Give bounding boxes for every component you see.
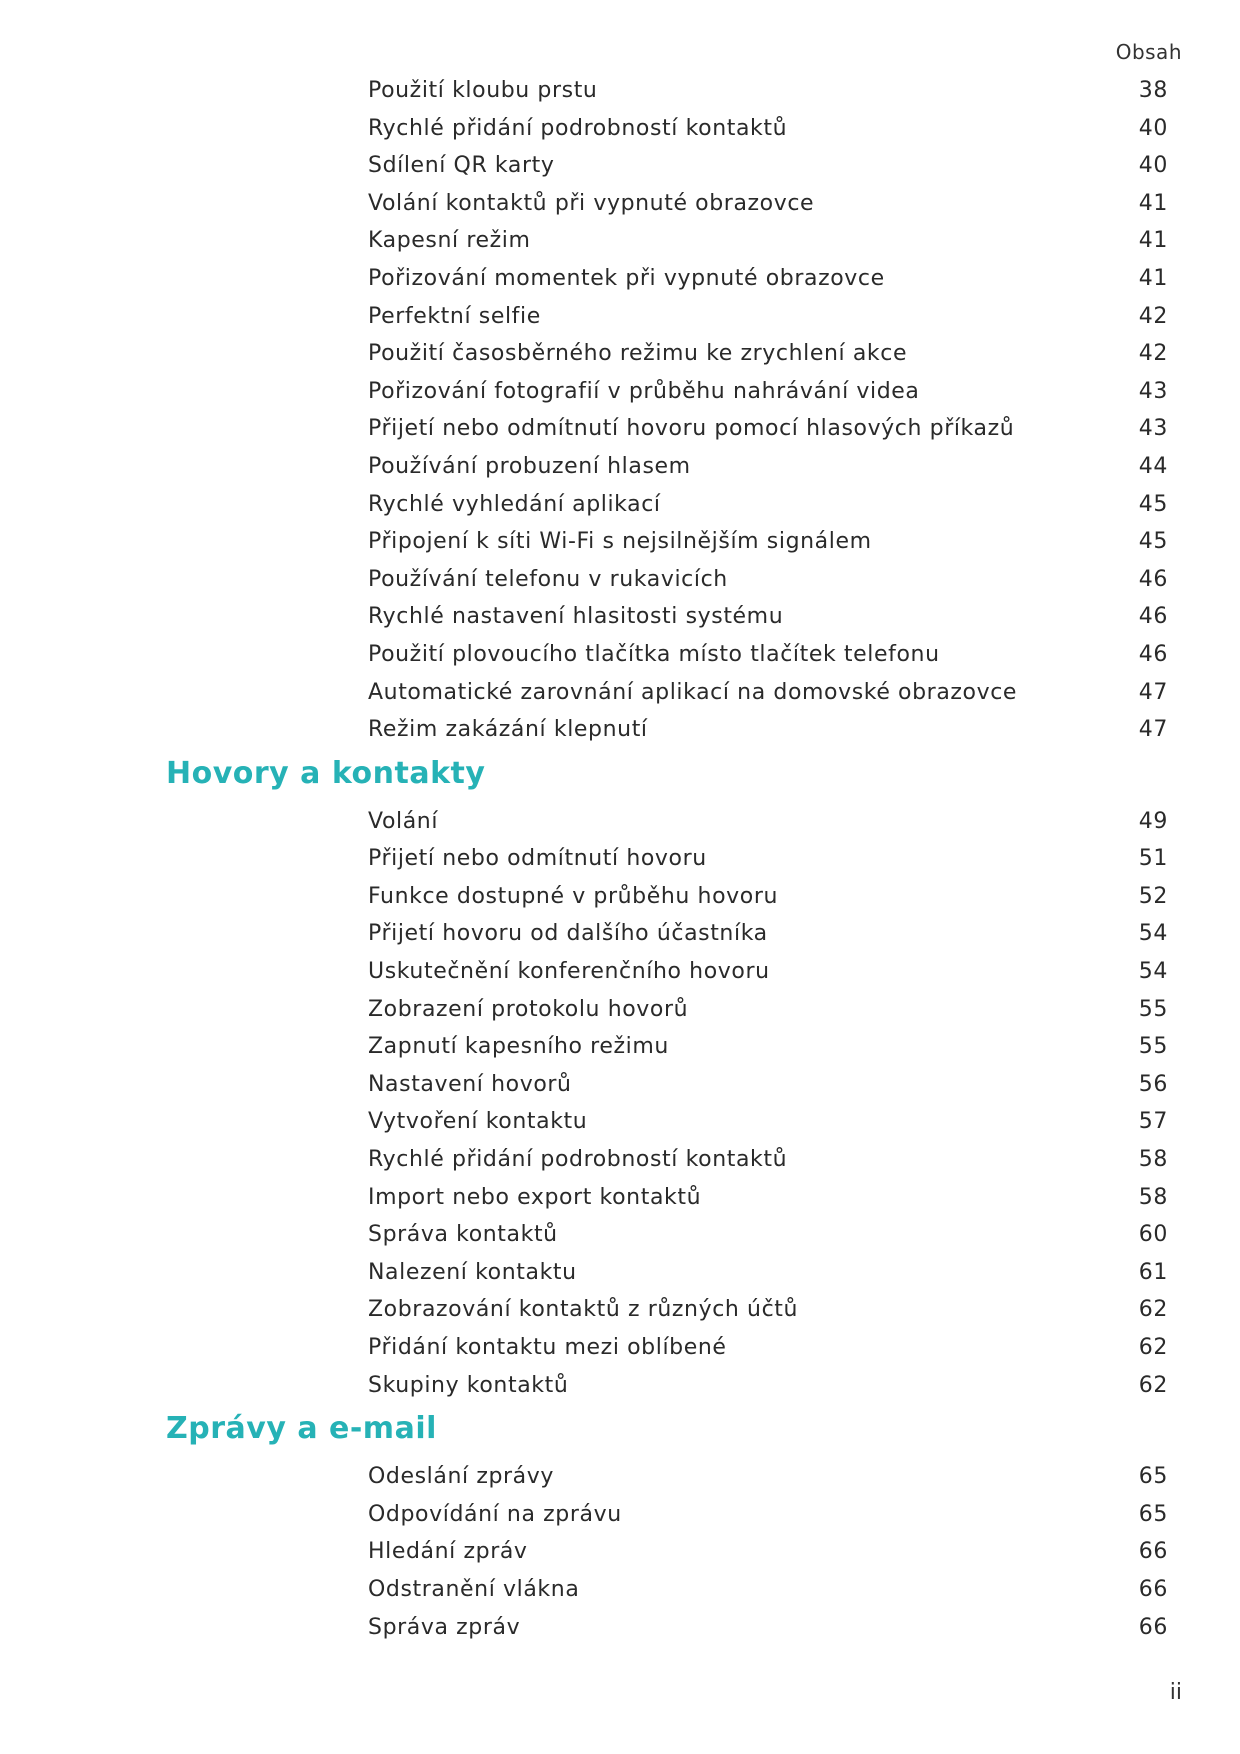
- toc-entry-title: Import nebo export kontaktů: [368, 1184, 702, 1210]
- toc-entry[interactable]: [0, 561, 1240, 599]
- toc-entry-page: 45: [1138, 491, 1168, 517]
- toc-entry[interactable]: [0, 803, 1240, 841]
- page-number: ii: [1169, 1680, 1182, 1705]
- toc-entry-title: Rychlé přidání podrobností kontaktů: [368, 115, 788, 141]
- toc-entry-page: 46: [1138, 566, 1168, 592]
- toc-entry-page: 41: [1138, 265, 1168, 291]
- toc-entry-title: Nalezení kontaktu: [368, 1259, 577, 1285]
- toc-entry-title: Sdílení QR karty: [368, 153, 555, 179]
- toc-entry-page: 49: [1138, 808, 1168, 834]
- toc-entry-title: Uskutečnění konferenčního hovoru: [368, 959, 770, 985]
- toc-entry-title: Hledání zpráv: [368, 1539, 528, 1565]
- toc-entry[interactable]: [0, 72, 1240, 110]
- toc-entry-title: Režim zakázání klepnutí: [368, 717, 648, 743]
- toc-entry-title: Volání: [368, 808, 439, 834]
- toc-entry[interactable]: [0, 1179, 1240, 1217]
- toc-entry[interactable]: [0, 1533, 1240, 1571]
- toc-entry-page: 47: [1138, 717, 1168, 743]
- toc-entry-page: 65: [1138, 1501, 1168, 1527]
- toc-entry-page: 46: [1138, 604, 1168, 630]
- toc-entry[interactable]: [0, 373, 1240, 411]
- section-heading: Zprávy a e-mail: [166, 1411, 437, 1447]
- toc-entry-title: Používání telefonu v rukavicích: [368, 566, 728, 592]
- table-of-contents: [0, 72, 1240, 1646]
- toc-entry-title: Automatické zarovnání aplikací na domovské obrazovce: [368, 679, 1018, 705]
- toc-entry-title: Použití časosběrného režimu ke zrychlení akce: [368, 341, 908, 367]
- toc-entry-title: Pořizování fotografií v průběhu nahrávání videa: [368, 378, 920, 404]
- toc-entry[interactable]: [0, 1141, 1240, 1179]
- toc-entry-page: 54: [1138, 959, 1168, 985]
- toc-entry-title: Kapesní režim: [368, 228, 531, 254]
- toc-entry-page: 38: [1138, 78, 1168, 103]
- toc-entry-title: Odpovídání na zprávu: [368, 1501, 622, 1527]
- toc-entry[interactable]: [0, 1028, 1240, 1066]
- toc-entry-title: Přijetí nebo odmítnutí hovoru: [368, 846, 707, 872]
- running-header: Obsah: [1115, 40, 1182, 64]
- toc-entry[interactable]: [0, 1254, 1240, 1292]
- toc-entry-title: Volání kontaktů při vypnuté obrazovce: [368, 190, 815, 216]
- toc-entry[interactable]: [0, 1609, 1240, 1647]
- toc-entry-title: Skupiny kontaktů: [368, 1372, 569, 1398]
- toc-entry-title: Zapnutí kapesního režimu: [368, 1034, 669, 1060]
- toc-entry[interactable]: [0, 953, 1240, 991]
- toc-entry[interactable]: [0, 335, 1240, 373]
- toc-entry-title: Odeslání zprávy: [368, 1464, 554, 1490]
- toc-entry-page: 43: [1138, 416, 1168, 442]
- toc-entry[interactable]: [0, 711, 1240, 749]
- toc-entry-page: 40: [1138, 115, 1168, 141]
- toc-entry[interactable]: [0, 1066, 1240, 1104]
- toc-entry[interactable]: [0, 991, 1240, 1029]
- toc-entry-page: 55: [1138, 996, 1168, 1022]
- toc-entry-title: Správa kontaktů: [368, 1222, 558, 1248]
- toc-entry[interactable]: [0, 110, 1240, 148]
- toc-entry[interactable]: [0, 260, 1240, 298]
- toc-entry-page: 46: [1138, 641, 1168, 667]
- toc-entry[interactable]: [0, 1291, 1240, 1329]
- toc-entry-page: 44: [1138, 453, 1168, 479]
- toc-entry-title: Použití kloubu prstu: [368, 78, 598, 103]
- toc-entry-title: Nastavení hovorů: [368, 1071, 572, 1097]
- toc-entry[interactable]: [0, 598, 1240, 636]
- toc-entry-page: 47: [1138, 679, 1168, 705]
- toc-entry[interactable]: [0, 915, 1240, 953]
- toc-entry[interactable]: [0, 1367, 1240, 1405]
- toc-entry-page: 62: [1138, 1335, 1168, 1360]
- toc-entry-page: 54: [1138, 921, 1168, 947]
- toc-entry-page: 66: [1138, 1614, 1168, 1640]
- toc-entry-page: 45: [1138, 529, 1168, 555]
- toc-entry-title: Přijetí hovoru od dalšího účastníka: [368, 921, 768, 947]
- toc-entry-page: 52: [1138, 883, 1168, 909]
- toc-entry-page: 58: [1138, 1147, 1168, 1173]
- toc-entry[interactable]: [0, 1496, 1240, 1534]
- toc-entry-page: 62: [1138, 1297, 1168, 1323]
- toc-entry[interactable]: [0, 1571, 1240, 1609]
- toc-entry-page: 41: [1138, 228, 1168, 254]
- toc-entry-page: 57: [1138, 1109, 1168, 1135]
- toc-entry-page: 62: [1138, 1372, 1168, 1398]
- toc-entry-title: Rychlé vyhledání aplikací: [368, 491, 661, 517]
- toc-entry-title: Přijetí nebo odmítnutí hovoru pomocí hlasových příkazů: [368, 416, 1015, 442]
- toc-entry[interactable]: [0, 147, 1240, 185]
- toc-entry-page: 43: [1138, 378, 1168, 404]
- toc-entry-title: Přidání kontaktu mezi oblíbené: [368, 1335, 727, 1360]
- toc-entry[interactable]: [0, 878, 1240, 916]
- toc-entry-page: 56: [1138, 1071, 1168, 1097]
- section-heading: Hovory a kontakty: [166, 755, 486, 791]
- toc-entry-page: 66: [1138, 1576, 1168, 1602]
- toc-entry-title: Použití plovoucího tlačítka místo tlačítek telefonu: [368, 641, 940, 667]
- toc-entry-title: Zobrazování kontaktů z různých účtů: [368, 1297, 799, 1323]
- toc-entry[interactable]: [0, 523, 1240, 561]
- toc-entry-title: Perfektní selfie: [368, 303, 541, 329]
- toc-entry[interactable]: [0, 1329, 1240, 1367]
- toc-entry[interactable]: [0, 410, 1240, 448]
- toc-entry-title: Rychlé přidání podrobností kontaktů: [368, 1147, 788, 1173]
- toc-entry[interactable]: [0, 486, 1240, 524]
- toc-entry[interactable]: [0, 298, 1240, 336]
- toc-entry[interactable]: [0, 674, 1240, 712]
- toc-entry-page: 65: [1138, 1464, 1168, 1490]
- toc-entry-page: 41: [1138, 190, 1168, 216]
- toc-entry[interactable]: [0, 636, 1240, 674]
- toc-entry-page: 42: [1138, 341, 1168, 367]
- toc-entry-title: Pořizování momentek při vypnuté obrazovce: [368, 265, 885, 291]
- toc-entry[interactable]: [0, 840, 1240, 878]
- toc-entry-title: Vytvoření kontaktu: [368, 1109, 588, 1135]
- toc-entry[interactable]: [0, 1216, 1240, 1254]
- toc-entry-page: 40: [1138, 153, 1168, 179]
- toc-entry-title: Rychlé nastavení hlasitosti systému: [368, 604, 784, 630]
- toc-entry[interactable]: [0, 185, 1240, 223]
- toc-entry-page: 51: [1138, 846, 1168, 872]
- toc-entry-page: 55: [1138, 1034, 1168, 1060]
- toc-entry-page: 61: [1138, 1259, 1168, 1285]
- toc-entry-title: Odstranění vlákna: [368, 1576, 580, 1602]
- toc-entry-title: Zobrazení protokolu hovorů: [368, 996, 689, 1022]
- toc-entry-title: Připojení k síti Wi-Fi s nejsilnějším signálem: [368, 529, 872, 555]
- toc-entry[interactable]: [0, 222, 1240, 260]
- toc-entry[interactable]: [0, 1458, 1240, 1496]
- toc-entry-page: 42: [1138, 303, 1168, 329]
- toc-entry[interactable]: [0, 1103, 1240, 1141]
- toc-entry-page: 66: [1138, 1539, 1168, 1565]
- toc-entry-title: Správa zpráv: [368, 1614, 521, 1640]
- toc-entry[interactable]: [0, 448, 1240, 486]
- toc-entry-page: 58: [1138, 1184, 1168, 1210]
- toc-entry-page: 60: [1138, 1222, 1168, 1248]
- toc-entry-title: Používání probuzení hlasem: [368, 453, 691, 479]
- toc-entry-title: Funkce dostupné v průběhu hovoru: [368, 883, 779, 909]
